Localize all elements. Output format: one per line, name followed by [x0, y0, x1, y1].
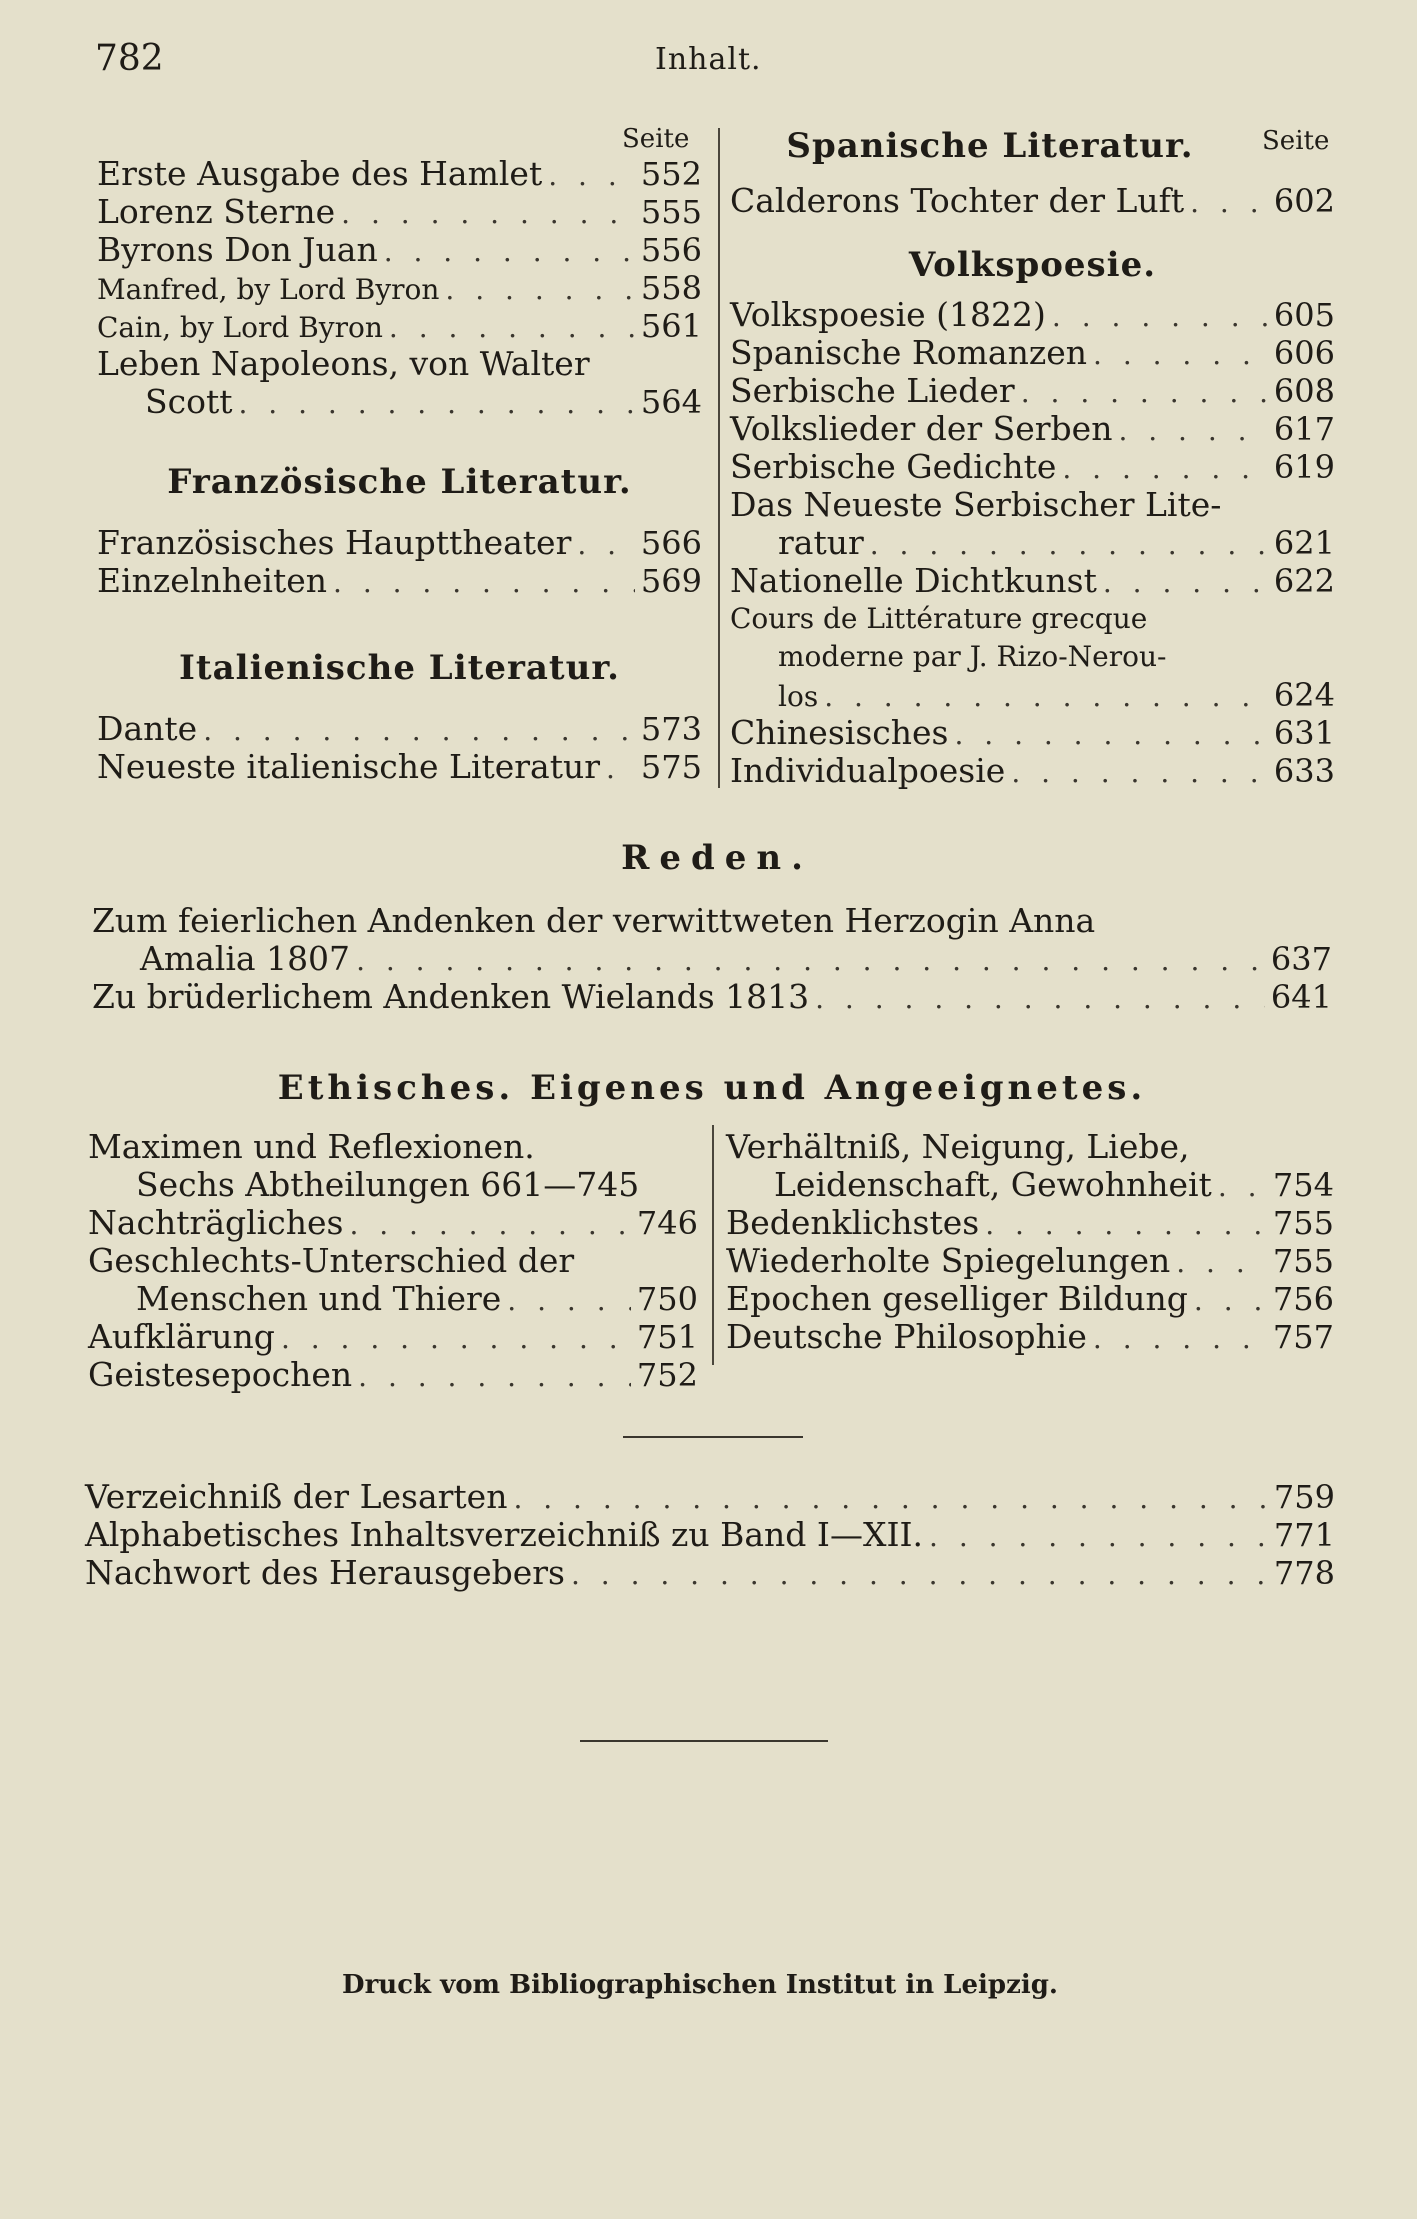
toc-entry-first-line: Leben Napoleons, von Walter: [97, 344, 590, 383]
toc-entry: Nachträgliches . . . 746: [88, 1204, 698, 1242]
toc-entry: Individualpoesie . . . 633: [730, 752, 1335, 790]
toc-entry: Volkspoesie (1822) . . . 605: [730, 296, 1335, 334]
toc-entry: Bedenklichstes . . . 755: [726, 1204, 1334, 1242]
toc-entry: Serbische Gedichte . . . 619: [730, 448, 1335, 486]
toc-entry-first-line: Maximen und Reflexionen.: [88, 1127, 535, 1166]
toc-entry-second-line: Sechs Abtheilungen 661—745: [136, 1165, 640, 1204]
french-entries: [97, 524, 702, 600]
toc-entry: Spanische Romanzen . . . 606: [730, 334, 1335, 372]
section-heading-spanish: Spanische Literatur.: [786, 126, 1194, 166]
left-toc-column: [97, 155, 702, 421]
reden-entries: [92, 902, 1332, 1016]
toc-entry-first-line: Geschlechts-Unterschied der: [88, 1241, 575, 1280]
toc-entry: Manfred, by Lord Byron . . . 558: [97, 269, 702, 307]
toc-entry: Nachwort des Herausgebers . . . 778: [85, 1554, 1335, 1592]
italian-entries: [97, 710, 702, 786]
toc-entry-first-line: Cours de Littérature grecque: [730, 602, 1148, 635]
section-heading-volkspoesie: Volkspoesie.: [908, 245, 1157, 285]
end-rule: [580, 1740, 828, 1742]
toc-entry-first-line: Zum feierlichen Andenken der verwittweten Herzogin Anna: [92, 901, 1096, 940]
spanish-entries: [730, 182, 1335, 220]
section-heading-italian: Italienische Literatur.: [179, 648, 620, 688]
toc-entry: Deutsche Philosophie . . . 757: [726, 1318, 1334, 1356]
printer-imprint: Druck vom Bibliographischen Institut in Leipzig.: [342, 1970, 1058, 2000]
toc-entry-second-line: moderne par J. Rizo-Nerou-: [778, 640, 1167, 673]
ethisches-left-entries: [88, 1128, 698, 1394]
toc-entry: Alphabetisches Inhaltsverzeichniß zu Band I—XII. . . . 771: [85, 1516, 1335, 1554]
toc-entry: Serbische Lieder . . . 608: [730, 372, 1335, 410]
page-number: 782: [95, 38, 164, 79]
toc-entry: ratur . . . 621: [730, 524, 1335, 562]
toc-entry: Amalia 1807 . . . 637: [92, 940, 1332, 978]
toc-entry: Zu brüderlichem Andenken Wielands 1813 . . . 641: [92, 978, 1332, 1016]
toc-entry: Verzeichniß der Lesarten . . . 759: [85, 1478, 1335, 1516]
toc-entry: los . . . 624: [730, 676, 1335, 714]
column-divider: [712, 1125, 714, 1365]
toc-entry: Epochen geselliger Bildung . . . 756: [726, 1280, 1334, 1318]
toc-entry: Lorenz Sterne . . . 555: [97, 193, 702, 231]
volkspoesie-entries: [730, 296, 1335, 790]
section-rule: [623, 1436, 803, 1438]
section-heading-ethisches: Ethisches. Eigenes und Angeeignetes.: [277, 1068, 1147, 1108]
toc-entry: Cain, by Lord Byron . . . 561: [97, 307, 702, 345]
toc-entry: Aufklärung . . . 751: [88, 1318, 698, 1356]
toc-entry: Leidenschaft, Gewohnheit . . . 754: [726, 1166, 1334, 1204]
toc-entry: Erste Ausgabe des Hamlet . . . 552: [97, 155, 702, 193]
toc-entry: Geistesepochen . . . 752: [88, 1356, 698, 1394]
toc-entry: Chinesisches . . . 631: [730, 714, 1335, 752]
page-header: [95, 38, 1337, 88]
toc-entry: Französisches Haupttheater . . . 566: [97, 524, 702, 562]
toc-entry: Einzelnheiten . . . 569: [97, 562, 702, 600]
toc-entry: Byrons Don Juan . . . 556: [97, 231, 702, 269]
appendix-entries: [85, 1478, 1335, 1592]
section-heading-reden: Reden.: [621, 838, 813, 878]
seite-label-left: Seite: [622, 124, 690, 154]
column-divider: [718, 128, 720, 788]
toc-entry: Wiederholte Spiegelungen . . . 755: [726, 1242, 1334, 1280]
toc-entry: Menschen und Thiere . . . 750: [88, 1280, 698, 1318]
toc-entry: Neueste italienische Literatur . . . 575: [97, 748, 702, 786]
toc-entry: Scott . . . 564: [97, 383, 702, 421]
seite-label-right: Seite: [1262, 126, 1330, 156]
ethisches-right-entries: [726, 1128, 1334, 1356]
toc-entry-first-line: Verhältniß, Neigung, Liebe,: [726, 1127, 1190, 1166]
section-heading-french: Französische Literatur.: [167, 462, 632, 502]
toc-entry-first-line: Das Neueste Serbischer Lite-: [730, 485, 1222, 524]
toc-entry: Dante . . . 573: [97, 710, 702, 748]
toc-entry: Volkslieder der Serben . . . 617: [730, 410, 1335, 448]
toc-entry: Calderons Tochter der Luft . . . 602: [730, 182, 1335, 220]
running-title: Inhalt.: [655, 42, 762, 77]
toc-entry: Nationelle Dichtkunst . . . 622: [730, 562, 1335, 600]
